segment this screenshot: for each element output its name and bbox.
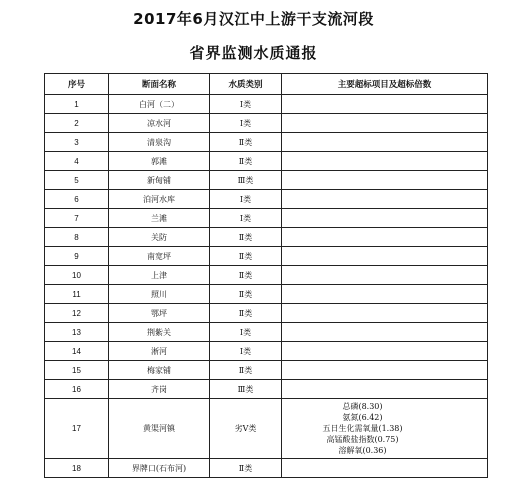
row-section-name: 兰滩 [109, 209, 210, 228]
row-section-name: 关防 [109, 228, 210, 247]
row-index: 3 [45, 133, 109, 152]
row-section-name: 上津 [109, 266, 210, 285]
row-exceedance [282, 95, 488, 114]
row-exceedance [282, 380, 488, 399]
row-index: 5 [45, 171, 109, 190]
table-header-row [45, 74, 488, 95]
row-index: 11 [45, 285, 109, 304]
table-row [45, 171, 488, 190]
row-quality-class: Ⅱ类 [210, 266, 282, 285]
row-index: 16 [45, 380, 109, 399]
table-row [45, 285, 488, 304]
row-exceedance [282, 323, 488, 342]
table-row [45, 304, 488, 323]
row-quality-class: Ⅱ类 [210, 459, 282, 478]
table-row [45, 190, 488, 209]
row-quality-class: Ⅱ类 [210, 133, 282, 152]
row-section-name: 凉水河 [109, 114, 210, 133]
row-quality-class: Ⅰ类 [210, 114, 282, 133]
report-subtitle: 省界监测水质通报 [189, 44, 318, 62]
table-row [45, 114, 488, 133]
row-quality-class: Ⅲ类 [210, 171, 282, 190]
table-row [45, 95, 488, 114]
row-index: 8 [45, 228, 109, 247]
table-row [45, 247, 488, 266]
row-quality-class: Ⅱ类 [210, 361, 282, 380]
row-exceedance [282, 171, 488, 190]
row-index: 13 [45, 323, 109, 342]
row-quality-class: Ⅱ类 [210, 228, 282, 247]
table-row [45, 342, 488, 361]
row-section-name: 泊河水库 [109, 190, 210, 209]
row-exceedance [282, 190, 488, 209]
row-section-name: 郭滩 [109, 152, 210, 171]
row-quality-class: 劣Ⅴ类 [210, 399, 282, 459]
table-row [45, 209, 488, 228]
row-section-name: 黄渠河镇 [109, 399, 210, 459]
row-index: 6 [45, 190, 109, 209]
table-row [45, 228, 488, 247]
row-quality-class: Ⅱ类 [210, 285, 282, 304]
row-index: 18 [45, 459, 109, 478]
header-index: 序号 [45, 74, 109, 95]
exceedance-item: 总磷(8.30) [342, 402, 383, 411]
row-section-name: 新甸铺 [109, 171, 210, 190]
row-exceedance [282, 228, 488, 247]
table-row [45, 133, 488, 152]
row-quality-class: Ⅱ类 [210, 304, 282, 323]
table-row [45, 266, 488, 285]
row-index: 15 [45, 361, 109, 380]
row-section-name: 鄂坪 [109, 304, 210, 323]
row-section-name: 照川 [109, 285, 210, 304]
table-row [45, 459, 488, 478]
row-section-name: 界牌口(石布河) [109, 459, 210, 478]
header-exceedance: 主要超标项目及超标倍数 [282, 74, 488, 95]
row-exceedance [282, 266, 488, 285]
table-row [45, 399, 488, 459]
row-exceedance [282, 247, 488, 266]
row-exceedance [282, 285, 488, 304]
row-exceedance [282, 342, 488, 361]
exceedance-item: 氨氮(6.42) [342, 413, 383, 422]
report-title: 2017年6月汉江中上游干支流河段 [133, 10, 374, 28]
row-quality-class: Ⅱ类 [210, 247, 282, 266]
table-row [45, 361, 488, 380]
row-section-name: 齐岗 [109, 380, 210, 399]
row-exceedance [282, 459, 488, 478]
row-index: 7 [45, 209, 109, 228]
header-quality-class: 水质类别 [210, 74, 282, 95]
exceedance-item: 五日生化需氧量(1.38) [322, 424, 403, 433]
row-index: 9 [45, 247, 109, 266]
row-quality-class: Ⅲ类 [210, 380, 282, 399]
table-row [45, 323, 488, 342]
row-section-name: 梅家铺 [109, 361, 210, 380]
row-section-name: 清泉沟 [109, 133, 210, 152]
table-row [45, 152, 488, 171]
row-section-name: 白河（二） [109, 95, 210, 114]
row-section-name: 淅河 [109, 342, 210, 361]
row-exceedance [282, 304, 488, 323]
water-quality-table [44, 73, 488, 478]
row-quality-class: Ⅰ类 [210, 323, 282, 342]
row-quality-class: Ⅱ类 [210, 152, 282, 171]
row-index: 14 [45, 342, 109, 361]
row-exceedance [282, 133, 488, 152]
row-exceedance [282, 361, 488, 380]
row-quality-class: Ⅰ类 [210, 190, 282, 209]
row-index: 17 [45, 399, 109, 459]
row-index: 10 [45, 266, 109, 285]
header-section-name: 断面名称 [109, 74, 210, 95]
table-row [45, 380, 488, 399]
row-index: 4 [45, 152, 109, 171]
row-quality-class: Ⅰ类 [210, 342, 282, 361]
row-index: 12 [45, 304, 109, 323]
row-quality-class: Ⅰ类 [210, 209, 282, 228]
row-section-name: 南宽坪 [109, 247, 210, 266]
exceedance-item: 高锰酸盐指数(0.75) [326, 435, 399, 444]
row-exceedance [282, 152, 488, 171]
exceedance-item: 溶解氧(0.36) [338, 446, 387, 455]
row-index: 1 [45, 95, 109, 114]
row-exceedance [282, 399, 488, 459]
row-section-name: 荆紫关 [109, 323, 210, 342]
row-index: 2 [45, 114, 109, 133]
row-exceedance [282, 114, 488, 133]
row-quality-class: Ⅰ类 [210, 95, 282, 114]
row-exceedance [282, 209, 488, 228]
